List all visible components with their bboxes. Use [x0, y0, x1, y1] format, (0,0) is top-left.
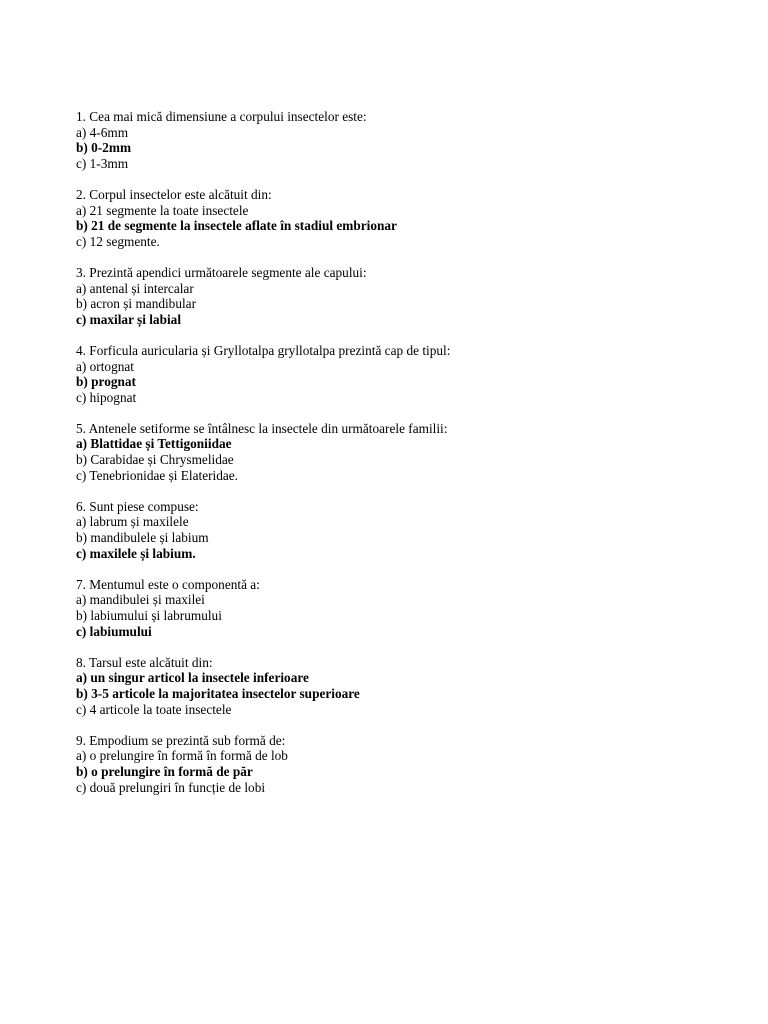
question-block-1: [76, 109, 716, 171]
answer-option-c: c) 4 articole la toate insectele: [76, 701, 232, 717]
answer-option-b: b) o prelungire în formă de păr: [76, 763, 253, 779]
question-text: 3. Prezintă apendici următoarele segmente ale capului:: [76, 264, 367, 280]
answer-option-c: c) hipognat: [76, 389, 137, 405]
question-block-3: [76, 265, 716, 327]
answer-option-c: c) 1-3mm: [76, 155, 129, 171]
question-block-6: [76, 499, 716, 561]
question-block-8: [76, 655, 716, 717]
question-block-9: [76, 733, 716, 795]
answer-option-c: c) maxilele și labium.: [76, 545, 196, 561]
answer-option-b: b) prognat: [76, 374, 136, 390]
question-block-7: [76, 577, 716, 639]
answer-option-a: a) 4-6mm: [76, 124, 129, 140]
answer-option-a: a) mandibulei și maxilei: [76, 592, 205, 608]
answer-option-a: a) 21 segmente la toate insectele: [76, 202, 249, 218]
question-block-4: [76, 343, 716, 405]
answer-option-c: c) 12 segmente.: [76, 233, 160, 249]
answer-option-b: b) 0-2mm: [76, 140, 132, 156]
answer-option-c: c) Tenebrionidae și Elateridae.: [76, 467, 239, 483]
question-text: 5. Antenele setiforme se întâlnesc la insectele din următoarele familii:: [76, 420, 448, 436]
answer-option-b: b) Carabidae și Chrysmelidae: [76, 452, 234, 468]
question-text: 9. Empodium se prezintă sub formă de:: [76, 732, 286, 748]
question-text: 7. Mentumul este o componentă a:: [76, 576, 260, 592]
question-list: [76, 109, 716, 811]
answer-option-a: a) Blattidae și Tettigoniidae: [76, 436, 232, 452]
question-block-5: [76, 421, 716, 483]
answer-option-a: a) o prelungire în formă în formă de lob: [76, 748, 288, 764]
answer-option-a: a) ortognat: [76, 358, 134, 374]
answer-option-c: c) două prelungiri în funcție de lobi: [76, 779, 266, 795]
question-text: 4. Forficula auricularia și Gryllotalpa gryllotalpa prezintă cap de tipul:: [76, 342, 451, 358]
question-text: 2. Corpul insectelor este alcătuit din:: [76, 186, 272, 202]
question-text: 1. Cea mai mică dimensiune a corpului insectelor este:: [76, 109, 367, 124]
answer-option-b: b) mandibulele și labium: [76, 530, 209, 546]
question-block-2: [76, 187, 716, 249]
answer-option-b: b) 21 de segmente la insectele aflate în stadiul embrionar: [76, 218, 397, 234]
answer-option-a: a) un singur articol la insectele inferioare: [76, 670, 309, 686]
answer-option-b: b) acron și mandibular: [76, 296, 197, 312]
question-text: 8. Tarsul este alcătuit din:: [76, 654, 213, 670]
answer-option-c: c) labiumului: [76, 623, 152, 639]
answer-option-a: a) antenal și intercalar: [76, 280, 194, 296]
answer-option-b: b) labiumului și labrumului: [76, 608, 222, 623]
answer-option-c: c) maxilar și labial: [76, 311, 182, 327]
answer-option-b: b) 3-5 articole la majoritatea insectelor superioare: [76, 685, 360, 701]
answer-option-a: a) labrum și maxilele: [76, 514, 189, 530]
question-text: 6. Sunt piese compuse:: [76, 498, 199, 514]
